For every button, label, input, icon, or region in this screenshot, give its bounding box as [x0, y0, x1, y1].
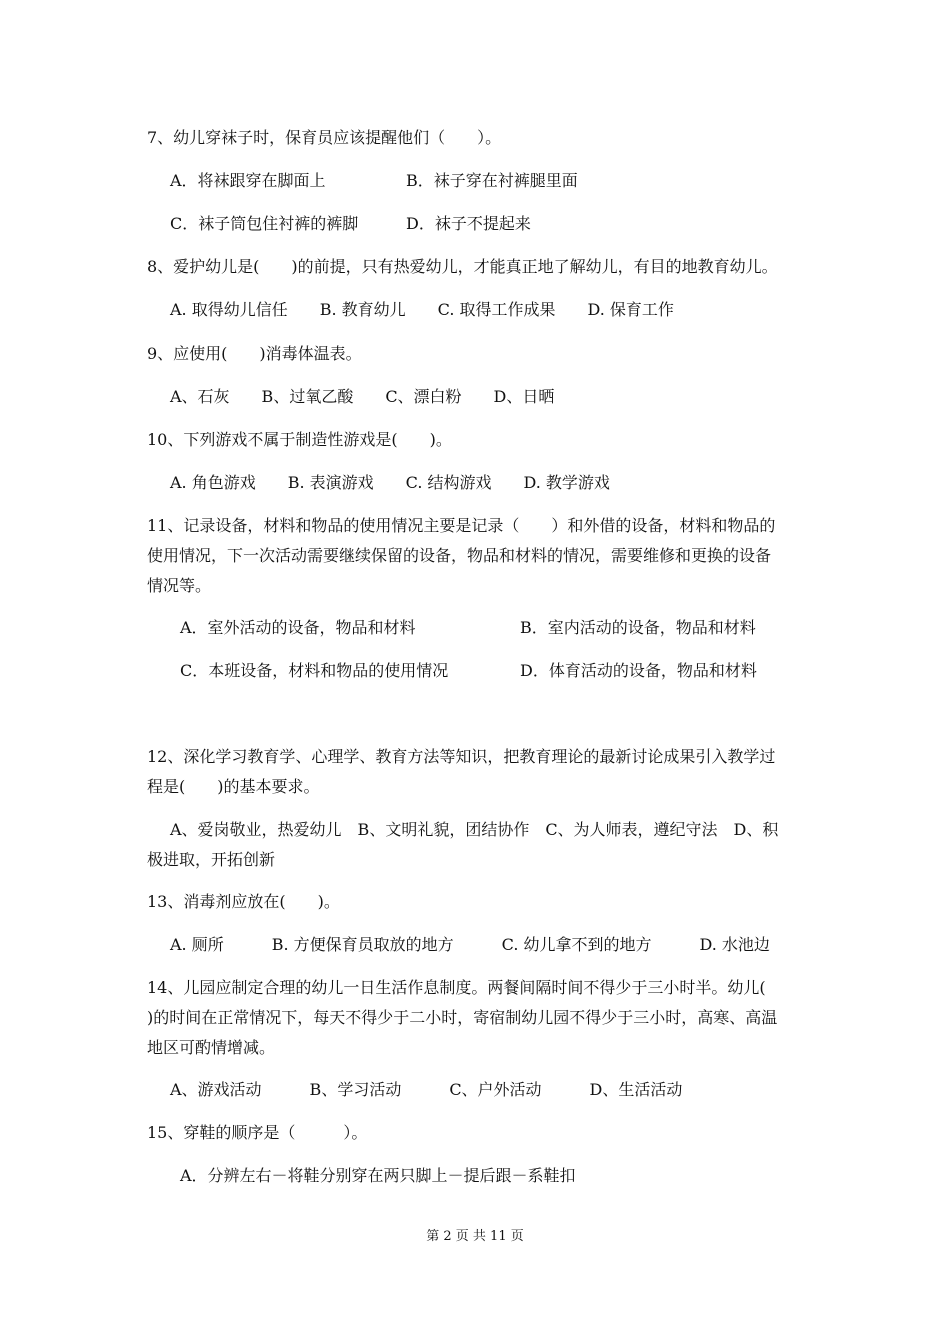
- page-footer: 第 2 页 共 11 页: [426, 1229, 524, 1244]
- question-15-stem: 15、穿鞋的顺序是（ ）。: [147, 1123, 368, 1142]
- question-7-stem: 7、幼儿穿袜子时，保育员应该提醒他们（ ）。: [147, 128, 502, 147]
- question-12-stem-line-2: 程是( )的基本要求。: [147, 777, 320, 796]
- question-8-stem: 8、爱护幼儿是( )的前提，只有热爱幼儿，才能真正地了解幼儿，有目的地教育幼儿。: [147, 257, 778, 276]
- question-11-option-b: B．室内活动的设备，物品和材料: [520, 618, 756, 637]
- question-15-option-a: A．分辨左右－将鞋分别穿在两只脚上－提后跟－系鞋扣: [180, 1166, 576, 1185]
- question-14-stem-line-3: 地区可酌情增减。: [147, 1038, 276, 1057]
- question-13-stem: 13、消毒剂应放在( )。: [147, 892, 340, 911]
- question-12-stem-line-1: 12、深化学习教育学、心理学、教育方法等知识，把教育理论的最新讨论成果引入教学过: [147, 747, 776, 766]
- question-7-option-b: B．袜子穿在衬裤腿里面: [406, 171, 578, 190]
- question-12-options-line-1: A、爱岗敬业，热爱幼儿 B、文明礼貌，团结协作 C、为人师表，遵纪守法 D、积: [170, 820, 779, 839]
- question-14-stem-line-2: )的时间在正常情况下，每天不得少于二小时，寄宿制幼儿园不得少于三小时，高寒、高温: [147, 1008, 778, 1027]
- question-7-option-c: C．袜子筒包住衬裤的裤脚: [170, 214, 359, 233]
- question-11-option-a: A．室外活动的设备，物品和材料: [180, 618, 416, 637]
- question-14-stem-line-1: 14、儿园应制定合理的幼儿一日生活作息制度。两餐间隔时间不得少于三小时半。幼儿(: [147, 978, 766, 997]
- question-9-options: A、石灰 B、过氧乙酸 C、漂白粉 D、日晒: [170, 387, 555, 406]
- question-7-option-d: D．袜子不提起来: [406, 214, 531, 233]
- question-12-options-line-2: 极进取，开拓创新: [147, 850, 276, 869]
- question-11-stem-line-3: 情况等。: [147, 576, 212, 595]
- question-9-stem: 9、应使用( )消毒体温表。: [147, 344, 362, 363]
- question-11-stem-line-2: 使用情况，下一次活动需要继续保留的设备，物品和材料的情况，需要维修和更换的设备: [147, 546, 772, 565]
- question-11-option-c: C．本班设备，材料和物品的使用情况: [180, 661, 449, 680]
- question-11-stem-line-1: 11、记录设备，材料和物品的使用情况主要是记录（ ）和外借的设备，材料和物品的: [147, 516, 776, 535]
- question-14-options: A、游戏活动 B、学习活动 C、户外活动 D、生活活动: [170, 1080, 683, 1099]
- question-7-option-a: A．将袜跟穿在脚面上: [170, 171, 326, 190]
- question-10-stem: 10、下列游戏不属于制造性游戏是( )。: [147, 430, 452, 449]
- question-11-option-d: D．体育活动的设备，物品和材料: [520, 661, 757, 680]
- question-10-options: A. 角色游戏 B. 表演游戏 C. 结构游戏 D. 教学游戏: [170, 473, 610, 492]
- question-13-options: A. 厕所 B. 方便保育员取放的地方 C. 幼儿拿不到的地方 D. 水池边: [170, 935, 770, 954]
- question-8-options: A. 取得幼儿信任 B. 教育幼儿 C. 取得工作成果 D. 保育工作: [170, 300, 674, 319]
